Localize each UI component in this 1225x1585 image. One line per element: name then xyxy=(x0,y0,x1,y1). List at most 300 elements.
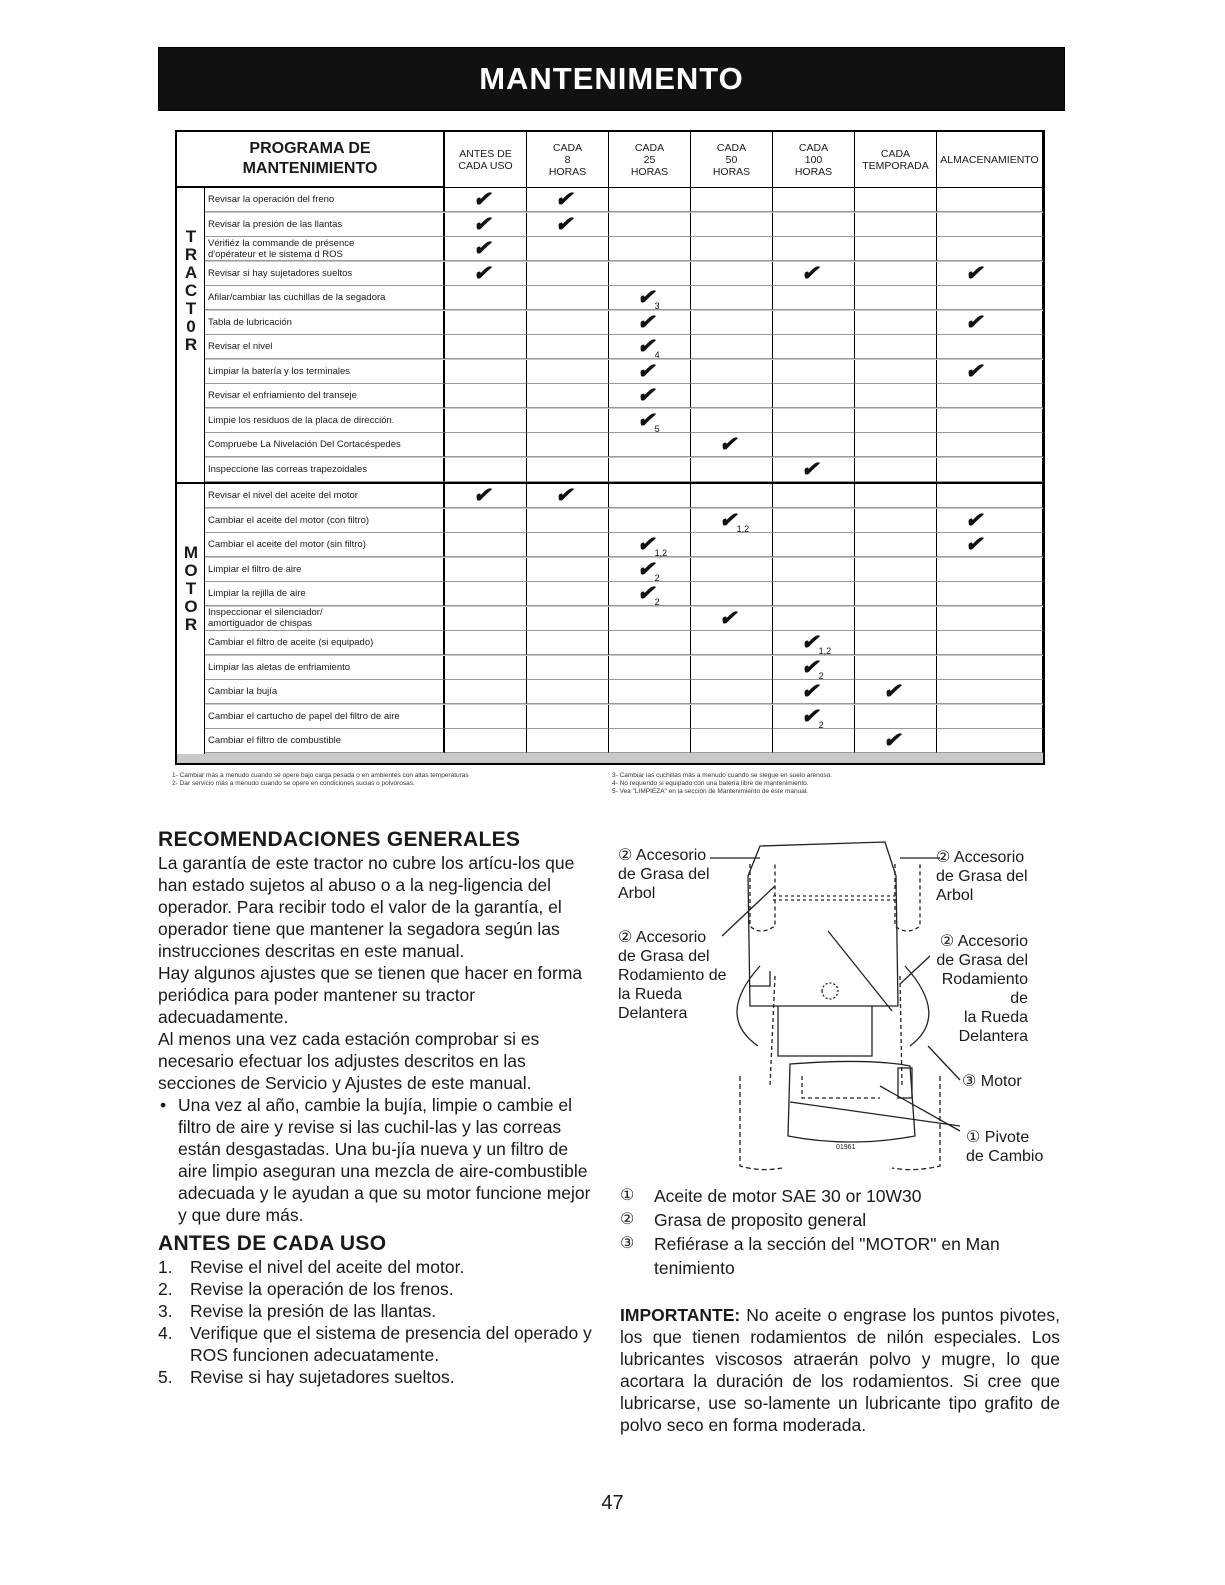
schedule-cell xyxy=(609,656,691,680)
bullet-dot: • xyxy=(160,1095,167,1115)
check-mark-icon xyxy=(637,534,667,559)
schedule-cell xyxy=(445,607,527,631)
step-text: Verifique que el sistema de presencia del operado y ROS funcionen adecuatamente. xyxy=(190,1323,592,1365)
check-mark-icon xyxy=(473,238,491,259)
schedule-cell xyxy=(937,458,1043,482)
check-mark-icon xyxy=(801,632,831,657)
table-row xyxy=(205,213,1043,237)
footnotes-right xyxy=(612,772,832,796)
schedule-cell xyxy=(527,335,609,359)
schedule-cell xyxy=(773,433,855,457)
schedule-cell xyxy=(855,237,937,261)
check-glyph: ✔ xyxy=(801,261,819,285)
section-letter: O xyxy=(184,561,198,580)
check-glyph: ✔ xyxy=(801,631,819,654)
schedule-cell xyxy=(609,311,691,335)
section-letter: M xyxy=(183,543,199,562)
check-mark-icon xyxy=(637,410,660,435)
schedule-cell xyxy=(691,631,773,655)
schedule-cell xyxy=(773,680,855,704)
schedule-cell xyxy=(855,286,937,310)
task-label: Cambiar el cartucho de papel del filtro de aire xyxy=(205,705,445,729)
schedule-cell xyxy=(691,680,773,704)
schedule-cell xyxy=(855,680,937,704)
schedule-cell xyxy=(609,607,691,631)
footnote-4: 4- No requerido si equipado con una batería libre de mantenimiento. xyxy=(612,780,809,787)
schedule-cell xyxy=(527,409,609,433)
column-header: CADA 25 HORAS xyxy=(609,132,691,187)
schedule-cell xyxy=(609,335,691,359)
table-row xyxy=(205,433,1043,457)
table-row xyxy=(205,237,1043,261)
schedule-cell xyxy=(937,335,1043,359)
schedule-cell xyxy=(527,631,609,655)
schedule-cell xyxy=(609,484,691,508)
check-mark-icon xyxy=(719,510,749,535)
schedule-cell xyxy=(773,335,855,359)
schedule-cell xyxy=(855,631,937,655)
schedule-cell xyxy=(445,509,527,533)
section-letter: T xyxy=(185,579,197,598)
schedule-cell xyxy=(691,433,773,457)
check-glyph: ✔ xyxy=(719,508,737,532)
check-mark-icon xyxy=(637,583,660,608)
task-label: Cambiar el aceite del motor (sin filtro) xyxy=(205,533,445,557)
schedule-cell xyxy=(691,213,773,237)
label-motor: ③ Motor xyxy=(962,1073,1022,1090)
schedule-cell xyxy=(609,582,691,606)
schedule-cell xyxy=(527,433,609,457)
check-mark-icon xyxy=(801,263,819,284)
footnote-2: 2- Dar servicio más a menudo cuando se opere en condiciones sucias o polvorosas. xyxy=(172,780,415,787)
label-wheel-bearing-right: ② Accesorio de Grasa del Rodamiento de la Rueda Delantera xyxy=(936,933,1028,1045)
schedule-cell xyxy=(609,509,691,533)
schedule-cell xyxy=(691,484,773,508)
check-footnote-ref: 2 xyxy=(818,670,824,681)
check-glyph: ✔ xyxy=(637,557,655,581)
step-number: 3. xyxy=(158,1301,173,1321)
schedule-cell xyxy=(937,631,1043,655)
general-paragraph-1: La garantía de este tractor no cubre los artícu-los que han estado sujetos al abuso o a la neg-ligencia del operador. Para recibir todo el valor de la garantía, el operador tiene que mantener la segadora según las instrucciones descritas en este manual. xyxy=(158,853,575,961)
schedule-cell xyxy=(855,188,937,212)
schedule-cell xyxy=(855,433,937,457)
schedule-cell xyxy=(445,409,527,433)
check-mark-icon xyxy=(883,681,901,702)
schedule-cell xyxy=(773,188,855,212)
schedule-cell xyxy=(855,705,937,729)
schedule-cell xyxy=(445,458,527,482)
general-paragraph-3: Al menos una vez cada estación comprobar si es necesario efectuar los adjustes descritos en las secciones de Servicio y Ajustes de este manual. xyxy=(158,1029,540,1093)
check-mark-icon xyxy=(637,385,655,406)
schedule-cell xyxy=(445,680,527,704)
lubrication-diagram xyxy=(610,836,1060,1176)
schedule-cell xyxy=(445,188,527,212)
check-glyph: ✔ xyxy=(965,508,983,532)
check-mark-icon xyxy=(473,485,491,506)
legend-text: Grasa de proposito general xyxy=(654,1210,867,1230)
schedule-cell xyxy=(937,188,1043,212)
schedule-cell xyxy=(527,237,609,261)
schedule-cell xyxy=(855,484,937,508)
schedule-cell xyxy=(937,262,1043,286)
check-glyph: ✔ xyxy=(637,408,655,432)
schedule-cell xyxy=(773,237,855,261)
schedule-cell xyxy=(691,384,773,408)
section-letter: O xyxy=(184,597,198,616)
step-number: 1. xyxy=(158,1257,173,1277)
table-row xyxy=(205,631,1043,655)
schedule-cell xyxy=(773,213,855,237)
schedule-cell xyxy=(445,729,527,753)
schedule-cell xyxy=(773,311,855,335)
schedule-cell xyxy=(527,484,609,508)
schedule-cell xyxy=(445,631,527,655)
task-label: Compruebe La Nivelación Del Cortacéspedes xyxy=(205,433,445,457)
schedule-cell xyxy=(773,656,855,680)
check-glyph: ✔ xyxy=(719,433,737,456)
section-label-tractor xyxy=(177,188,205,482)
schedule-cell xyxy=(855,409,937,433)
table-row xyxy=(205,533,1043,557)
check-footnote-ref: 2 xyxy=(818,719,824,730)
schedule-cell xyxy=(609,360,691,384)
check-glyph: ✔ xyxy=(965,310,983,334)
schedule-cell xyxy=(855,213,937,237)
schedule-cell xyxy=(773,533,855,557)
section-label-motor xyxy=(177,484,205,754)
footnote-1: 1- Cambiar más a menudo cuando se opere bajo carga pesada o en ambientes con altas temperaturas xyxy=(172,772,469,779)
schedule-cell xyxy=(937,533,1043,557)
schedule-cell xyxy=(937,433,1043,457)
schedule-cell xyxy=(691,729,773,753)
label-driveshaft-fitting-left: ② Accesorio de Grasa del Arbol xyxy=(618,847,710,902)
check-mark-icon xyxy=(555,214,573,235)
schedule-cell xyxy=(855,262,937,286)
table-row xyxy=(205,188,1043,212)
table-row xyxy=(205,262,1043,286)
schedule-cell xyxy=(609,409,691,433)
schedule-cell xyxy=(937,680,1043,704)
task-label: Cambiar el filtro de aceite (si equipado) xyxy=(205,631,445,655)
task-label: Revisar si hay sujetadores sueltos xyxy=(205,262,445,286)
schedule-cell xyxy=(527,705,609,729)
schedule-cell xyxy=(691,188,773,212)
schedule-cell xyxy=(773,262,855,286)
table-row xyxy=(205,582,1043,606)
schedule-cell xyxy=(855,582,937,606)
before-use-steps xyxy=(158,1256,598,1388)
step-text: Revise la operación de los frenos. xyxy=(190,1279,454,1299)
step-text: Revise si hay sujetadores sueltos. xyxy=(190,1367,455,1387)
schedule-title-line1: PROGRAMA DE xyxy=(249,140,371,157)
schedule-cell xyxy=(609,558,691,582)
schedule-cell xyxy=(855,311,937,335)
schedule-cell xyxy=(773,607,855,631)
important-note xyxy=(620,1304,1060,1436)
check-glyph: ✔ xyxy=(637,359,655,383)
schedule-cell xyxy=(691,533,773,557)
table-row xyxy=(205,311,1043,335)
legend-number: ② xyxy=(620,1211,635,1228)
table-row xyxy=(205,680,1043,704)
schedule-cell xyxy=(937,705,1043,729)
check-mark-icon xyxy=(801,706,824,731)
task-label: Limpiar las aletas de enfriamiento xyxy=(205,656,445,680)
schedule-cell xyxy=(527,656,609,680)
table-row xyxy=(205,409,1043,433)
schedule-cell xyxy=(445,656,527,680)
section-letter: R xyxy=(184,615,198,634)
step-number: 4. xyxy=(158,1323,173,1343)
schedule-cell xyxy=(773,458,855,482)
banner-title: MANTENIMENTO xyxy=(479,61,744,96)
schedule-cell xyxy=(609,458,691,482)
check-mark-icon xyxy=(473,263,491,284)
check-glyph: ✔ xyxy=(555,484,573,507)
schedule-cell xyxy=(773,384,855,408)
schedule-cell xyxy=(609,262,691,286)
check-glyph: ✔ xyxy=(883,680,901,703)
check-mark-icon xyxy=(555,485,573,506)
schedule-cell xyxy=(691,409,773,433)
bullet-text: Una vez al año, cambie la bujía, limpie o cambie el filtro de aire y revise si las cuchil-las y las correas están desgastadas. Una bu-jía nueva y un filtro de aire limpio aseguran una mezcla de aire-combustible adecuada y le ayudan a que su motor funcione mejor y que dure más. xyxy=(178,1095,591,1225)
legend-text: Aceite de motor SAE 30 or 10W30 xyxy=(654,1186,922,1206)
column-header: CADA 8 HORAS xyxy=(527,132,609,187)
schedule-cell xyxy=(527,582,609,606)
schedule-cell xyxy=(691,607,773,631)
task-label: Limpiar la batería y los terminales xyxy=(205,360,445,384)
check-mark-icon xyxy=(637,361,655,382)
schedule-cell xyxy=(773,484,855,508)
legend-item xyxy=(620,1208,1060,1232)
footnotes-left xyxy=(172,772,469,788)
check-mark-icon xyxy=(965,510,983,531)
check-glyph: ✔ xyxy=(555,212,573,236)
section-letter: A xyxy=(184,263,198,282)
left-column xyxy=(158,828,598,1388)
schedule-cell xyxy=(773,286,855,310)
schedule-cell xyxy=(855,729,937,753)
schedule-cell xyxy=(773,558,855,582)
check-footnote-ref: 1,2 xyxy=(654,548,668,558)
task-label: Revisar el nivel xyxy=(205,335,445,359)
table-row xyxy=(205,509,1043,533)
check-mark-icon xyxy=(965,263,983,284)
section-letter: T xyxy=(185,299,197,318)
legend-number: ③ xyxy=(620,1235,635,1252)
check-glyph: ✔ xyxy=(965,533,983,556)
legend-item xyxy=(620,1232,1060,1280)
general-bullet xyxy=(158,1094,598,1226)
check-mark-icon xyxy=(637,559,660,584)
check-mark-icon xyxy=(965,312,983,333)
section-letter: 0 xyxy=(186,317,196,336)
schedule-cell xyxy=(691,335,773,359)
task-label: Limpie los residuos de la placa de dirección. xyxy=(205,409,445,433)
footnote-3: 3- Cambiar las cuchillas más a menudo cuando se siegue en suelo arenoso. xyxy=(612,772,833,779)
check-mark-icon xyxy=(719,608,737,629)
label-driveshaft-fitting-right: ② Accesorio de Grasa del Arbol xyxy=(936,849,1028,904)
schedule-cell xyxy=(445,533,527,557)
task-label: Afilar/cambiar las cuchillas de la segadora xyxy=(205,286,445,310)
table-row xyxy=(205,705,1043,729)
schedule-cell xyxy=(773,631,855,655)
schedule-cell xyxy=(609,188,691,212)
schedule-cell xyxy=(937,409,1043,433)
schedule-cell xyxy=(691,262,773,286)
list-item xyxy=(158,1366,598,1388)
check-mark-icon xyxy=(801,459,819,480)
table-row xyxy=(205,360,1043,384)
task-label: Cambiar el filtro de combustible xyxy=(205,729,445,753)
check-glyph: ✔ xyxy=(637,384,655,407)
schedule-cell xyxy=(773,509,855,533)
schedule-cell xyxy=(937,360,1043,384)
schedule-cell xyxy=(937,558,1043,582)
schedule-title-line2: MANTENIMIENTO xyxy=(242,160,378,177)
schedule-cell xyxy=(691,705,773,729)
schedule-title xyxy=(177,132,445,187)
check-mark-icon xyxy=(637,312,655,333)
schedule-cell xyxy=(691,286,773,310)
schedule-cell xyxy=(527,188,609,212)
legend-number: ① xyxy=(620,1187,635,1204)
check-mark-icon xyxy=(801,681,819,702)
schedule-cell xyxy=(609,729,691,753)
check-glyph: ✔ xyxy=(637,533,655,556)
schedule-cell xyxy=(691,582,773,606)
check-glyph: ✔ xyxy=(801,655,819,679)
legend-item xyxy=(620,1184,1060,1208)
schedule-cell xyxy=(609,433,691,457)
schedule-cell xyxy=(855,656,937,680)
important-text: No aceite o engrase los puntos pivotes, los que tienen rodamientos de nilón especiales. Los lubricantes viscosos atraerán polvo y mugre, lo que acortara la duración de los rodamientos. Si cree que lubricarse, use so-lamente un lubricante tipo grafito de polvo seco en forma moderada. xyxy=(620,1305,1060,1435)
schedule-cell xyxy=(937,484,1043,508)
step-number: 5. xyxy=(158,1367,173,1387)
schedule-cell xyxy=(773,705,855,729)
check-glyph: ✔ xyxy=(883,729,901,752)
check-glyph: ✔ xyxy=(473,188,491,211)
check-footnote-ref: 4 xyxy=(654,350,660,360)
schedule-cell xyxy=(445,705,527,729)
schedule-cell xyxy=(691,311,773,335)
check-glyph: ✔ xyxy=(637,286,655,309)
list-item xyxy=(158,1322,598,1366)
footnote-5: 5- Vea "LIMPIEZA" en la sección de Mantenimiento de este manual. xyxy=(612,788,809,795)
table-row xyxy=(205,384,1043,408)
general-heading: RECOMENDACIONES GENERALES xyxy=(158,828,521,851)
schedule-cell xyxy=(445,213,527,237)
schedule-cell xyxy=(937,582,1043,606)
schedule-cell xyxy=(691,458,773,482)
task-label: Inspeccionar el silenciador/ amortiguador de chispas xyxy=(205,607,445,631)
check-mark-icon xyxy=(883,730,901,751)
check-footnote-ref: 2 xyxy=(654,572,660,583)
task-label: Revisar el enfriamiento del transeje xyxy=(205,384,445,408)
schedule-cell xyxy=(527,729,609,753)
step-number: 2. xyxy=(158,1279,173,1299)
schedule-cell xyxy=(609,631,691,655)
schedule-cell xyxy=(773,582,855,606)
schedule-cell xyxy=(937,729,1043,753)
schedule-cell xyxy=(773,360,855,384)
page-banner xyxy=(158,47,1065,111)
schedule-cell xyxy=(937,607,1043,631)
check-glyph: ✔ xyxy=(555,188,573,211)
maintenance-schedule-table xyxy=(175,130,1045,765)
column-header: ANTES DE CADA USO xyxy=(445,132,527,187)
table-row xyxy=(205,458,1043,482)
check-mark-icon xyxy=(637,336,660,361)
check-glyph: ✔ xyxy=(801,680,819,703)
table-row xyxy=(205,335,1043,359)
general-paragraph-2: Hay algunos ajustes que se tienen que hacer en forma periódica para poder mantener su tractor adecuadamente. xyxy=(158,963,583,1027)
schedule-cell xyxy=(937,213,1043,237)
schedule-cell xyxy=(691,509,773,533)
schedule-cell xyxy=(445,384,527,408)
lubricant-legend xyxy=(620,1184,1060,1280)
schedule-cell xyxy=(445,433,527,457)
section-letter: R xyxy=(184,245,198,264)
schedule-cell xyxy=(691,360,773,384)
schedule-cell xyxy=(937,311,1043,335)
schedule-cell xyxy=(855,509,937,533)
table-row xyxy=(205,286,1043,310)
schedule-cell xyxy=(527,262,609,286)
schedule-cell xyxy=(855,384,937,408)
check-mark-icon xyxy=(801,657,824,682)
check-mark-icon xyxy=(965,361,983,382)
schedule-cell xyxy=(527,213,609,237)
column-header: CADA 100 HORAS xyxy=(773,132,855,187)
schedule-cell xyxy=(445,237,527,261)
schedule-cell xyxy=(527,311,609,335)
check-mark-icon xyxy=(473,189,491,210)
table-row xyxy=(205,656,1043,680)
check-footnote-ref: 5 xyxy=(654,423,660,434)
label-shift-pivot: ① Pivote de Cambio xyxy=(966,1129,1044,1165)
schedule-cell xyxy=(855,558,937,582)
check-footnote-ref: 1,2 xyxy=(736,523,750,534)
task-label: Revisar el nivel del aceite del motor xyxy=(205,484,445,508)
task-label: Limpiar la rejilla de aire xyxy=(205,582,445,606)
schedule-cell xyxy=(445,335,527,359)
check-mark-icon xyxy=(473,214,491,235)
schedule-cell xyxy=(445,558,527,582)
schedule-cell xyxy=(691,237,773,261)
schedule-cell xyxy=(445,360,527,384)
schedule-cell xyxy=(773,409,855,433)
check-glyph: ✔ xyxy=(965,359,983,383)
task-label: Revisar la operación del freno xyxy=(205,188,445,212)
schedule-cell xyxy=(527,607,609,631)
check-glyph: ✔ xyxy=(719,606,737,630)
check-footnote-ref: 3 xyxy=(654,301,660,311)
table-row xyxy=(205,558,1043,582)
schedule-cell xyxy=(527,509,609,533)
check-glyph: ✔ xyxy=(473,212,491,236)
check-glyph: ✔ xyxy=(473,237,491,260)
schedule-cell xyxy=(855,458,937,482)
schedule-cell xyxy=(445,286,527,310)
schedule-cell xyxy=(527,680,609,704)
check-mark-icon xyxy=(719,434,737,455)
check-glyph: ✔ xyxy=(473,261,491,285)
legend-text: Refiérase a la sección del "MOTOR" en Man tenimiento xyxy=(654,1234,1000,1278)
schedule-cell xyxy=(855,607,937,631)
task-label: Revisar la presión de las llantas xyxy=(205,213,445,237)
schedule-cell xyxy=(855,533,937,557)
